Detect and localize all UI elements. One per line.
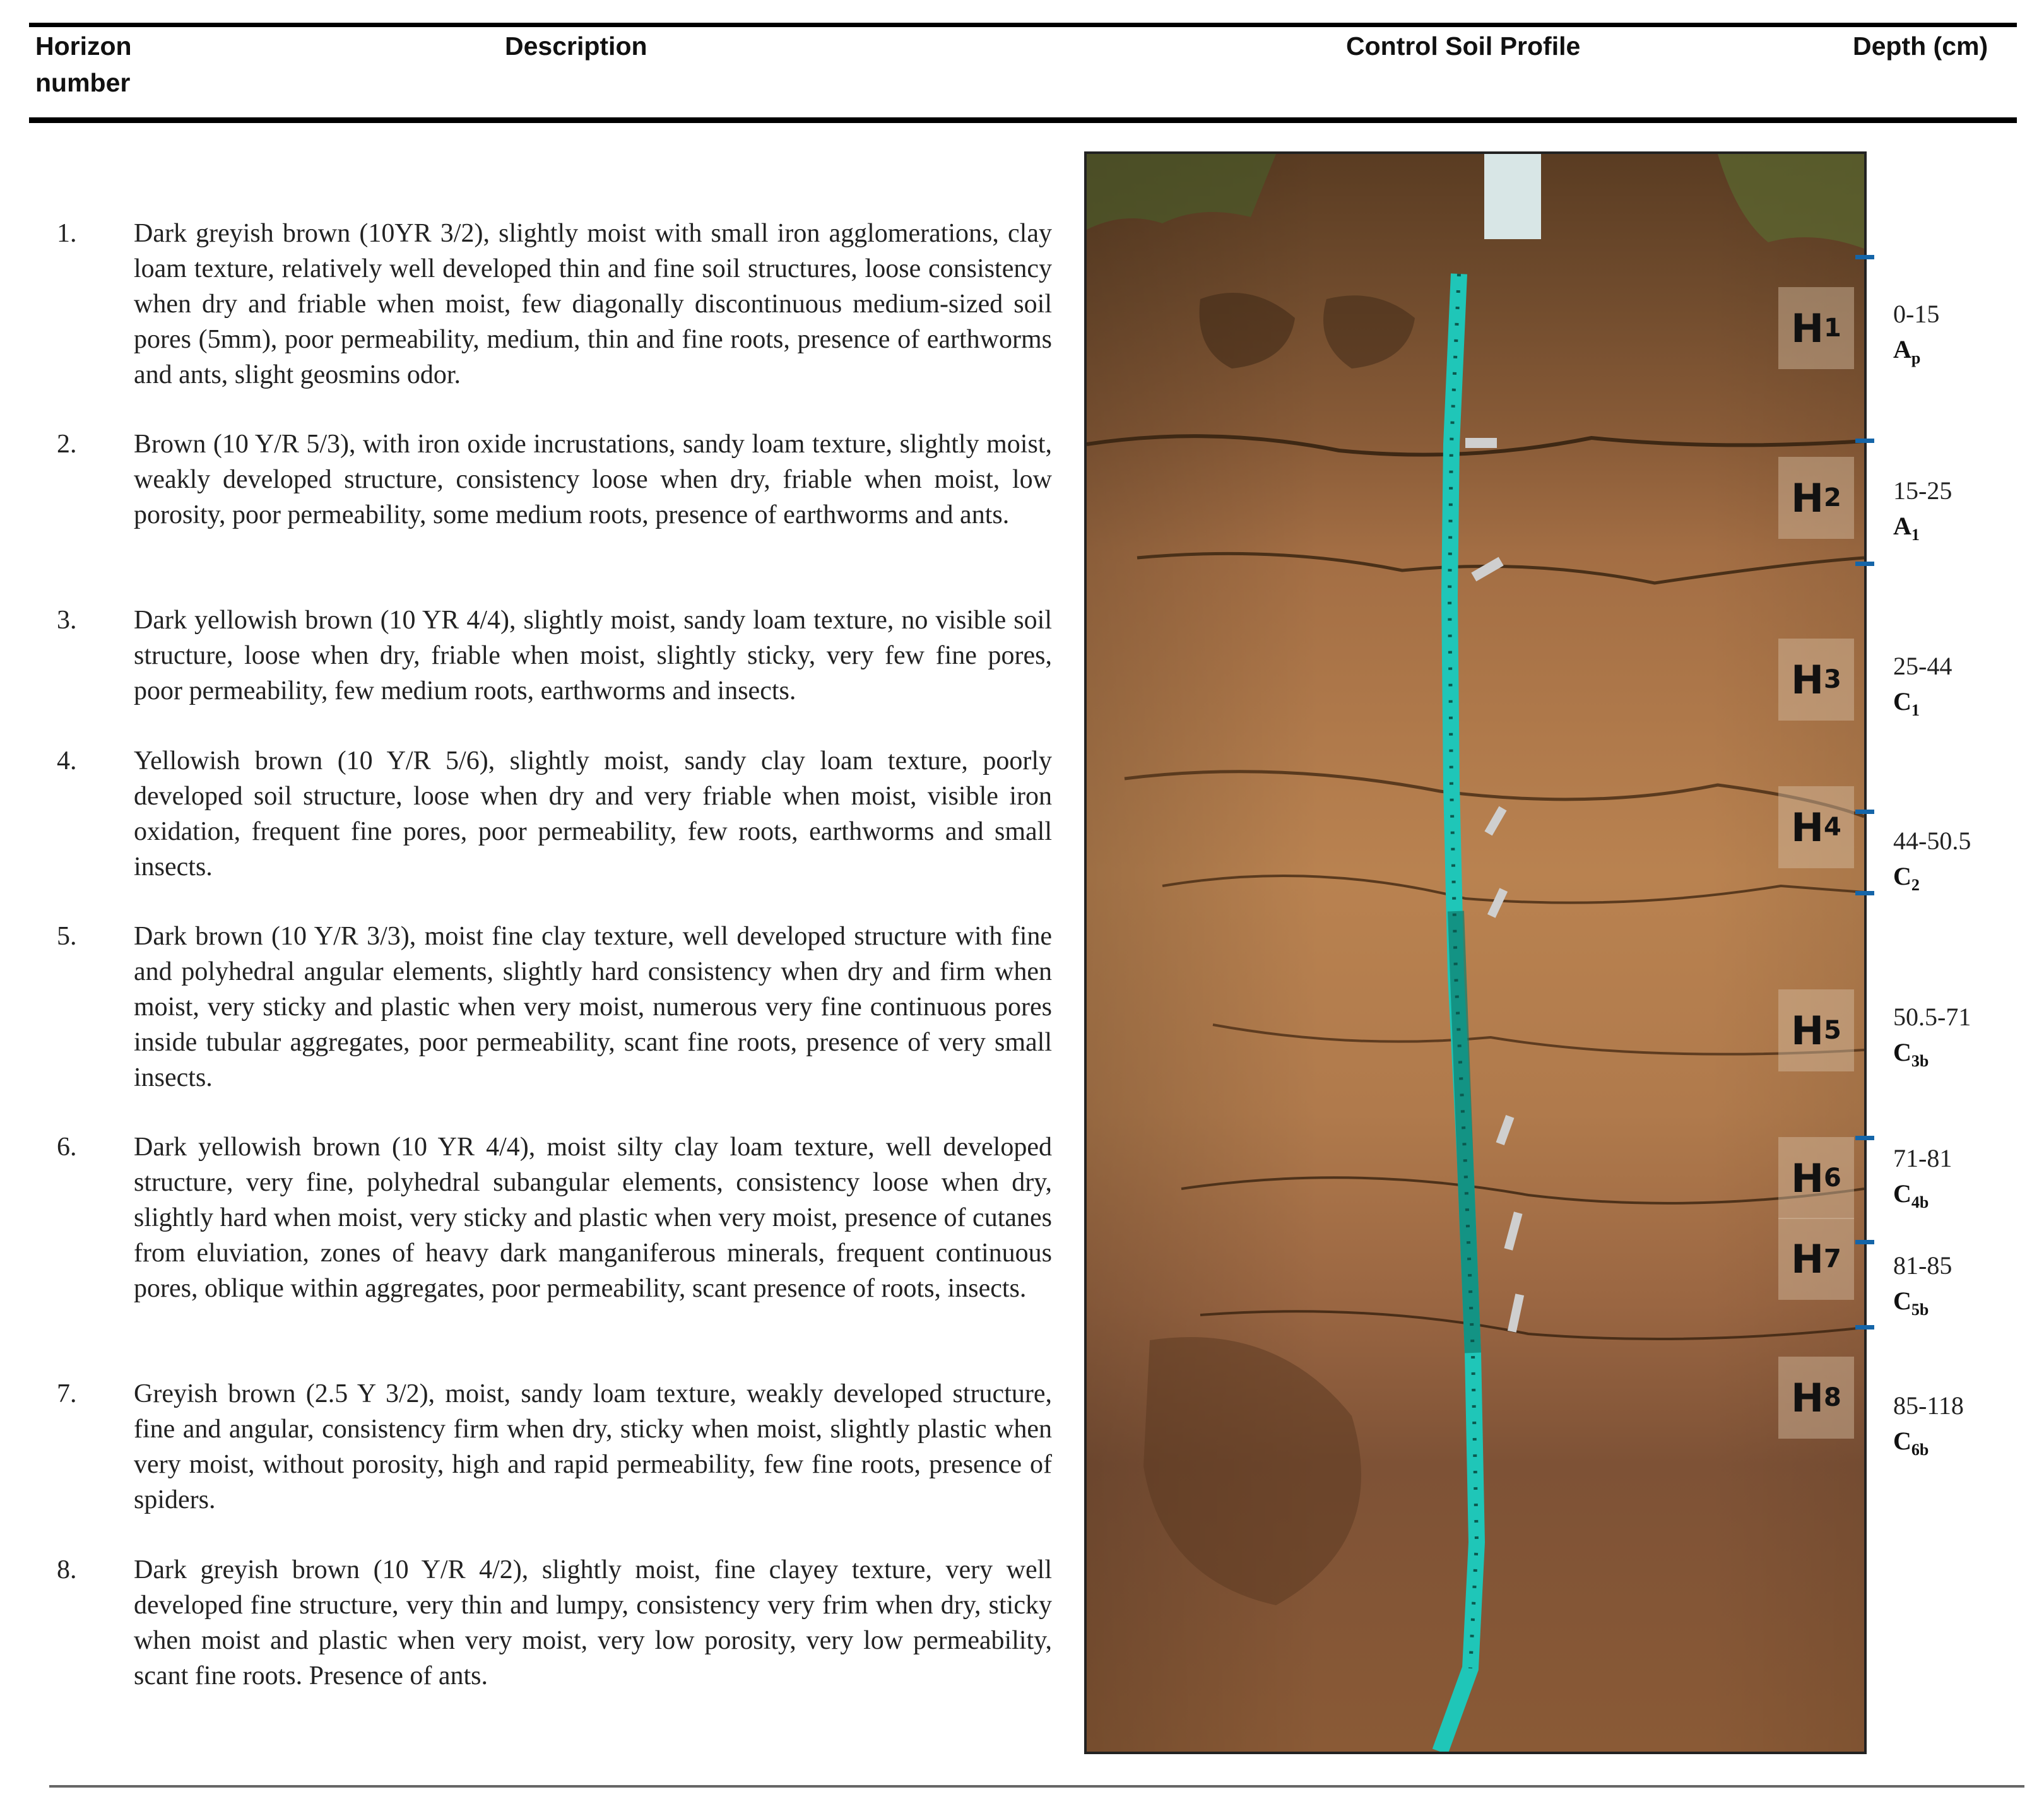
row-description: Greyish brown (2.5 Y 3/2), moist, sandy loam texture, weakly developed structure, fine and angular, consistency firm when dry, sticky when moist, slightly plastic when very moist, without porosity, high and rapid permeability, few fine roots, presence of spiders. (134, 1379, 1052, 1514)
row-number: 6. (57, 1133, 77, 1162)
header-rule (29, 117, 2017, 123)
horizon-label-h6: H 6 (1778, 1137, 1854, 1219)
depth-range-h1: 0-15 (1893, 300, 1940, 328)
horizon-label-h8: H 8 (1778, 1357, 1854, 1439)
row-description: Brown (10 Y/R 5/3), with iron oxide incrustations, sandy loam texture, slightly moist, weakly developed structure, consistency loose when dry, friable when moist, low porosity, poor permeability, some medium roots, presence of earthworms and ants. (134, 430, 1052, 529)
soil-profile-illustration (1087, 154, 1864, 1752)
depth-range-h5: 50.5-71 (1893, 1003, 1971, 1031)
boundary-tick (1855, 562, 1874, 566)
depth-range-h7: 81-85 (1893, 1251, 1952, 1280)
row-number: 3. (57, 606, 77, 635)
depth-range-h6: 71-81 (1893, 1144, 1952, 1172)
row-number: 1. (57, 219, 77, 248)
boundary-tick (1855, 439, 1874, 443)
horizon-label-h7: H 7 (1778, 1218, 1854, 1300)
boundary-tick (1855, 1325, 1874, 1329)
row-description: Dark greyish brown (10 Y/R 4/2), slightly moist, fine clayey texture, very well developed fine structure, very thin and lumpy, consistency very frim when dry, sticky when moist and plastic when very moist, very low porosity, very low permeability, scant fine roots. Presence of ants. (134, 1555, 1052, 1690)
white-marker-stake (1484, 154, 1541, 239)
depth-range-h8: 85-118 (1893, 1391, 1964, 1420)
horizon-label-h5: H 5 (1778, 989, 1854, 1071)
header-horizon-line2: number (35, 68, 131, 97)
header-description: Description (505, 32, 647, 61)
row-number: 4. (57, 746, 77, 775)
header-horizon-number (35, 28, 132, 101)
boundary-tick (1855, 810, 1874, 814)
row-number: 2. (57, 430, 77, 459)
boundary-tick (1855, 255, 1874, 259)
horizon-label-h1: H 1 (1778, 287, 1854, 369)
horizon-code-h8: $C_{6b}$ (1893, 1427, 1929, 1459)
row-number: 8. (57, 1555, 77, 1584)
row-description: Dark brown (10 Y/R 3/3), moist fine clay texture, well developed structure with fine and polyhedral angular elements, slightly hard consistency when dry and firm when moist, very sticky and plastic when very moist, numerous very fine continuous pores inside tubular aggregates, poor permeability, scant fine roots, presence of very small insects. (134, 922, 1052, 1092)
boundary-tick (1855, 1240, 1874, 1244)
horizon-code-h7: $C_{5b}$ (1893, 1287, 1929, 1319)
row-number: 7. (57, 1379, 77, 1408)
horizon-code-h6: $C_{4b}$ (1893, 1179, 1929, 1212)
horizon-label-h2: H 2 (1778, 457, 1854, 539)
row-description: Dark yellowish brown (10 YR 4/4), moist silty clay loam texture, well developed structure, very fine, polyhedral subangular elements, consistency loose when dry, slightly hard when moist, very sticky and plastic when very moist, presence of cutanes from eluviation, zones of heavy dark manganiferous minerals, frequent continuous pores, oblique within aggregates, poor permeability, scant presence of roots, insects. (134, 1133, 1052, 1303)
row-number: 5. (57, 922, 77, 951)
horizon-label-h3: H 3 (1778, 639, 1854, 721)
soil-profile-photo (1084, 151, 1867, 1754)
row-description: Dark yellowish brown (10 YR 4/4), slightly moist, sandy loam texture, no visible soil structure, loose when dry, friable when moist, slightly sticky, very few fine pores, poor permeability, few medium roots, earthworms and insects. (134, 606, 1052, 705)
horizon-code-h1: $A_p$ (1893, 335, 1921, 367)
depth-range-h4: 44-50.5 (1893, 827, 1971, 855)
top-rule (29, 23, 2017, 27)
depth-range-h2: 15-25 (1893, 476, 1952, 505)
horizon-code-h4: $C_2$ (1893, 862, 1920, 894)
header-depth: Depth (cm) (1853, 32, 1988, 61)
header-control-soil-profile: Control Soil Profile (1346, 32, 1581, 61)
header-horizon-line1: Horizon (35, 32, 132, 61)
horizon-nail (1465, 438, 1497, 448)
bottom-rule (49, 1785, 2024, 1788)
horizon-code-h2: $A_1$ (1893, 512, 1920, 544)
horizon-code-h5: $C_{3b}$ (1893, 1038, 1929, 1070)
horizon-label-h4: H 4 (1778, 786, 1854, 868)
depth-range-h3: 25-44 (1893, 652, 1952, 680)
row-description: Yellowish brown (10 Y/R 5/6), slightly moist, sandy clay loam texture, poorly developed soil structure, loose when dry and very friable when moist, visible iron oxidation, frequent fine pores, poor permeability, few roots, earthworms and small insects. (134, 746, 1052, 881)
boundary-tick (1855, 891, 1874, 895)
row-description: Dark greyish brown (10YR 3/2), slightly moist with small iron agglomerations, clay loam texture, relatively well developed thin and fine soil structures, loose consistency when dry and friable when moist, few diagonally discontinuous medium-sized soil pores (5mm), poor permeability, medium, thin and fine roots, presence of earthworms and ants, slight geosmins odor. (134, 219, 1052, 389)
boundary-tick (1855, 1136, 1874, 1140)
horizon-code-h3: $C_1$ (1893, 687, 1920, 719)
